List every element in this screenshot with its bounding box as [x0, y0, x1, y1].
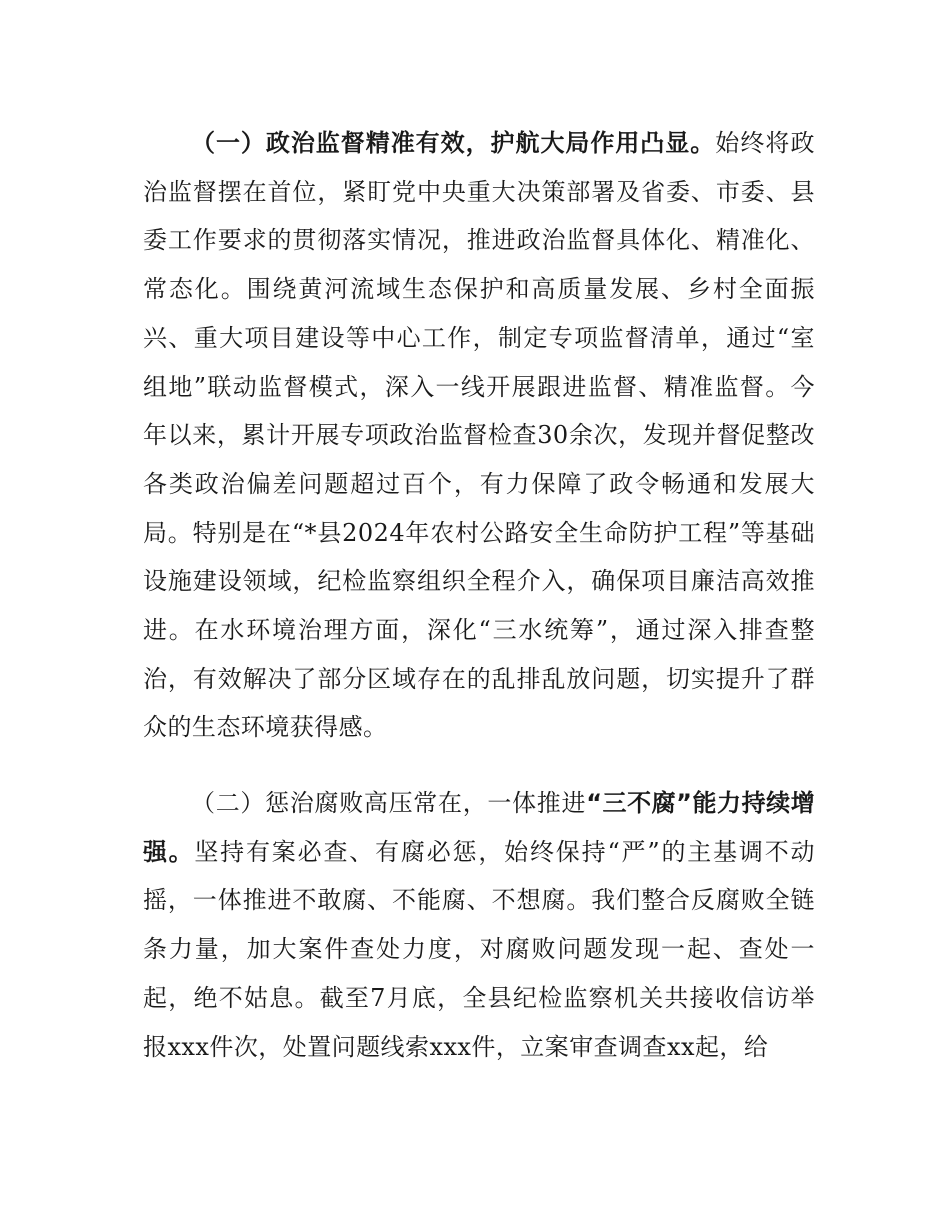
section-body-2: 坚持有案必查、有腐必惩，始终保持“严”的主基调不动摇，一体推进不敢腐、不能腐、不想腐。我们整合反腐败全链条力量，加大案件查处力度，对腐败问题发现一起、查处一起，绝不姑息。截至7月底，全县纪检监察机关共接收信访举报xxx件次，处置问题线索xxx件，立案审查调查xx起，给 [143, 837, 815, 1061]
section-heading-2-bold: “三不腐”能力持续增强。 [143, 789, 815, 866]
section-heading-2-plain: （二）惩治腐败高压常在，一体推进 [191, 789, 587, 817]
paragraph-political-supervision [143, 119, 815, 752]
section-body-1: 始终将政治监督摆在首位，紧盯党中央重大决策部署及省委、市委、县委工作要求的贯彻落实情况，推进政治监督具体化、精准化、常态化。围绕黄河流域生态保护和高质量发展、乡村全面振兴、重大项目建设等中心工作，制定专项监督清单，通过“室组地”联动监督模式，深入一线开展跟进监督、精准监督。今年以来，累计开展专项政治监督检查30余次，发现并督促整改各类政治偏差问题超过百个，有力保障了政令畅通和发展大局。特别是在“*县2024年农村公路安全生命防护工程”等基础设施建设领域，纪检监察组织全程介入，确保项目廉洁高效推进。在水环境治理方面，深化“三水统筹”，通过深入排查整治，有效解决了部分区域存在的乱排乱放问题，切实提升了群众的生态环境获得感。 [143, 129, 815, 742]
paragraph-anti-corruption [143, 779, 815, 1071]
section-heading-1: （一）政治监督精准有效，护航大局作用凸显。 [191, 129, 716, 157]
